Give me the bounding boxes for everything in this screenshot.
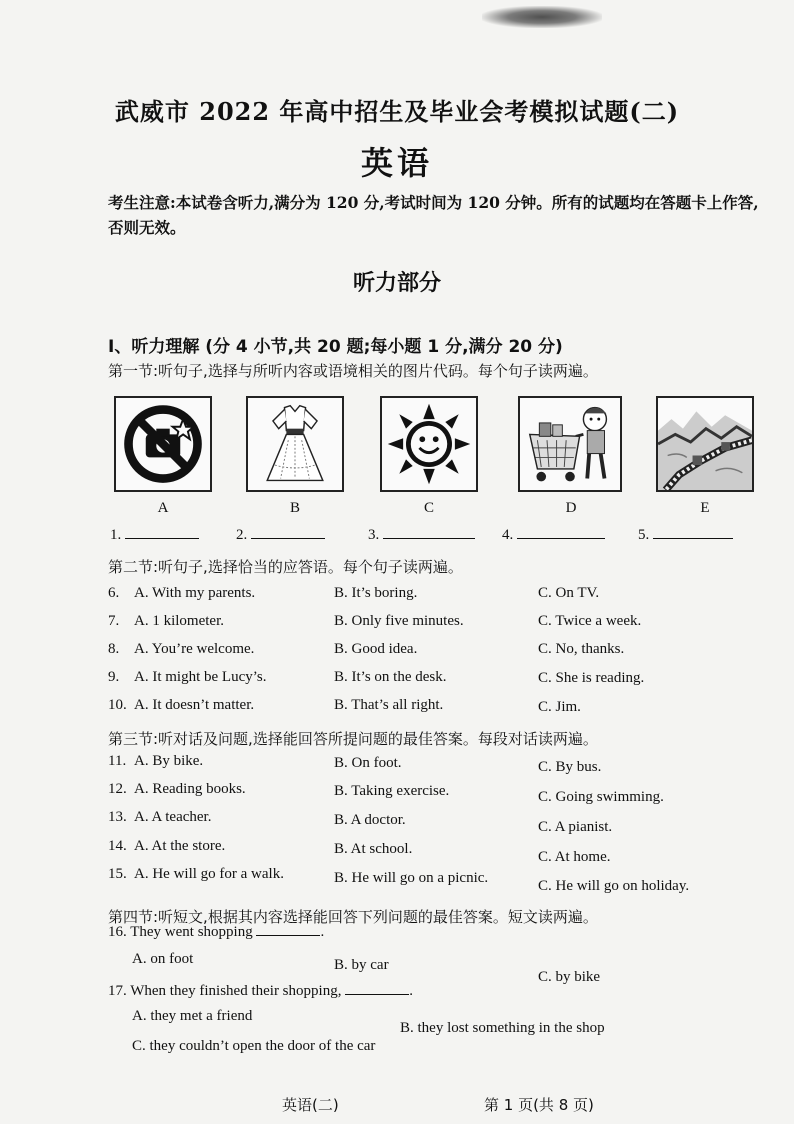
picture-a-label: A <box>157 500 169 516</box>
question-9-option-b: B. It’s on the desk. <box>334 669 447 685</box>
question-13-option-c: C. A pianist. <box>538 819 613 835</box>
picture-e <box>656 396 754 492</box>
question-9-option-c: C. She is reading. <box>538 670 645 686</box>
sub-section-3-instruction: 第三节:听对话及问题,选择能回答所提问题的最佳答案。每段对话读两遍。 <box>108 730 598 748</box>
sub-section-1-instruction: 第一节:听句子,选择与所听内容或语境相关的图片代码。每个句子读两遍。 <box>108 362 598 380</box>
question-14-number: 14. <box>108 838 127 854</box>
blank-number: 4. <box>502 527 514 543</box>
question-10-number: 10. <box>108 697 127 713</box>
answer-blank-5[interactable] <box>638 526 733 544</box>
subject-title: 英语 <box>360 144 433 182</box>
question-16-option-a: A. on foot <box>132 951 194 967</box>
question-16-option-b: B. by car <box>334 957 389 973</box>
picture-b <box>246 396 344 492</box>
question-13-option-a: A. A teacher. <box>134 809 212 825</box>
sun-icon <box>382 398 476 490</box>
answer-blanks <box>108 526 758 548</box>
question-11-number: 11. <box>108 753 127 769</box>
footer-subject: 英语(二) <box>282 1096 339 1114</box>
listening-part-title: 听力部分 <box>352 271 441 296</box>
question-11-option-c: C. By bus. <box>538 759 602 775</box>
picture-b-label: B <box>289 500 300 516</box>
question-13-option-b: B. A doctor. <box>334 812 406 828</box>
question-17-option-a: A. they met a friend <box>132 1008 253 1024</box>
question-10-option-b: B. That’s all right. <box>334 697 444 713</box>
blank-number: 1. <box>110 527 122 543</box>
no-camera-icon <box>116 398 210 490</box>
footer-page-number: 第 1 页(共 8 页) <box>484 1096 594 1114</box>
answer-blank-3[interactable] <box>368 526 475 544</box>
question-10-option-a: A. It doesn’t matter. <box>134 697 255 713</box>
question-7-number: 7. <box>108 613 120 629</box>
question-12-option-b: B. Taking exercise. <box>334 783 450 799</box>
question-15-option-b: B. He will go on a picnic. <box>334 870 489 886</box>
question-17-end: . <box>409 983 413 999</box>
question-14-option-a: A. At the store. <box>134 838 226 854</box>
section-title: Ⅰ、听力理解 (分 4 小节,共 20 题;每小题 1 分,满分 20 分) <box>108 337 563 357</box>
scan-smudge <box>482 6 602 28</box>
question-17-stem <box>108 982 413 1000</box>
question-7-option-b: B. Only five minutes. <box>334 613 464 629</box>
answer-blank-1[interactable] <box>110 526 199 544</box>
blank-number: 5. <box>638 527 650 543</box>
question-10-option-c: C. Jim. <box>538 699 581 715</box>
question-16-option-c: C. by bike <box>538 969 601 985</box>
picture-a <box>114 396 212 492</box>
question-17-text: 17. When they finished their shopping, <box>108 983 342 999</box>
question-13-number: 13. <box>108 809 127 825</box>
question-7-option-c: C. Twice a week. <box>538 613 642 629</box>
question-12-number: 12. <box>108 781 127 797</box>
question-14-option-b: B. At school. <box>334 841 413 857</box>
question-17-option-b: B. they lost something in the shop <box>400 1020 605 1036</box>
question-8-option-a: A. You’re welcome. <box>134 641 255 657</box>
picture-c-label: C <box>423 500 434 516</box>
question-16-stem <box>108 923 324 941</box>
blank-number: 3. <box>368 527 380 543</box>
picture-d-label: D <box>565 500 577 516</box>
question-6-option-c: C. On TV. <box>538 585 600 601</box>
shopping-cart-icon <box>520 398 620 490</box>
question-17-option-c: C. they couldn’t open the door of the car <box>132 1038 376 1054</box>
question-14-option-c: C. At home. <box>538 849 611 865</box>
sub-section-2-instruction: 第二节:听句子,选择恰当的应答语。每个句子读两遍。 <box>108 558 463 576</box>
great-wall-icon <box>658 398 752 490</box>
question-9-option-a: A. It might be Lucy’s. <box>134 669 267 685</box>
question-17-blank[interactable] <box>345 982 409 995</box>
question-16-blank[interactable] <box>256 923 320 936</box>
question-16-text: 16. They went shopping <box>108 924 253 940</box>
candidate-notice: 考生注意:本试卷含听力,满分为 120 分,考试时间为 120 分钟。所有的试题均在答题卡上作答,否则无效。 <box>108 193 759 237</box>
question-7-option-a: A. 1 kilometer. <box>134 613 224 629</box>
answer-blank-2[interactable] <box>236 526 325 544</box>
question-6-number: 6. <box>108 585 120 601</box>
picture-c <box>380 396 478 492</box>
blank-number: 2. <box>236 527 248 543</box>
question-16-end: . <box>320 924 325 940</box>
question-8-number: 8. <box>108 641 120 657</box>
question-15-number: 15. <box>108 866 127 882</box>
answer-blank-4[interactable] <box>502 526 605 544</box>
question-12-option-c: C. Going swimming. <box>538 789 664 805</box>
dress-icon <box>248 398 342 490</box>
picture-d <box>518 396 622 492</box>
exam-title: 武威市 2022 年高中招生及毕业会考模拟试题(二) <box>114 97 680 126</box>
picture-e-label: E <box>700 500 710 516</box>
question-6-option-b: B. It’s boring. <box>334 585 418 601</box>
question-9-number: 9. <box>108 669 120 685</box>
question-11-option-b: B. On foot. <box>334 755 402 771</box>
question-15-option-a: A. He will go for a walk. <box>134 866 284 882</box>
question-12-option-a: A. Reading books. <box>134 781 246 797</box>
question-8-option-b: B. Good idea. <box>334 641 418 657</box>
sub-section-4-instruction: 第四节:听短文,根据其内容选择能回答下列问题的最佳答案。短文读两遍。 <box>108 908 598 926</box>
question-11-option-a: A. By bike. <box>134 753 204 769</box>
question-6-option-a: A. With my parents. <box>134 585 256 601</box>
question-15-option-c: C. He will go on holiday. <box>538 878 690 894</box>
question-8-option-c: C. No, thanks. <box>538 641 625 657</box>
